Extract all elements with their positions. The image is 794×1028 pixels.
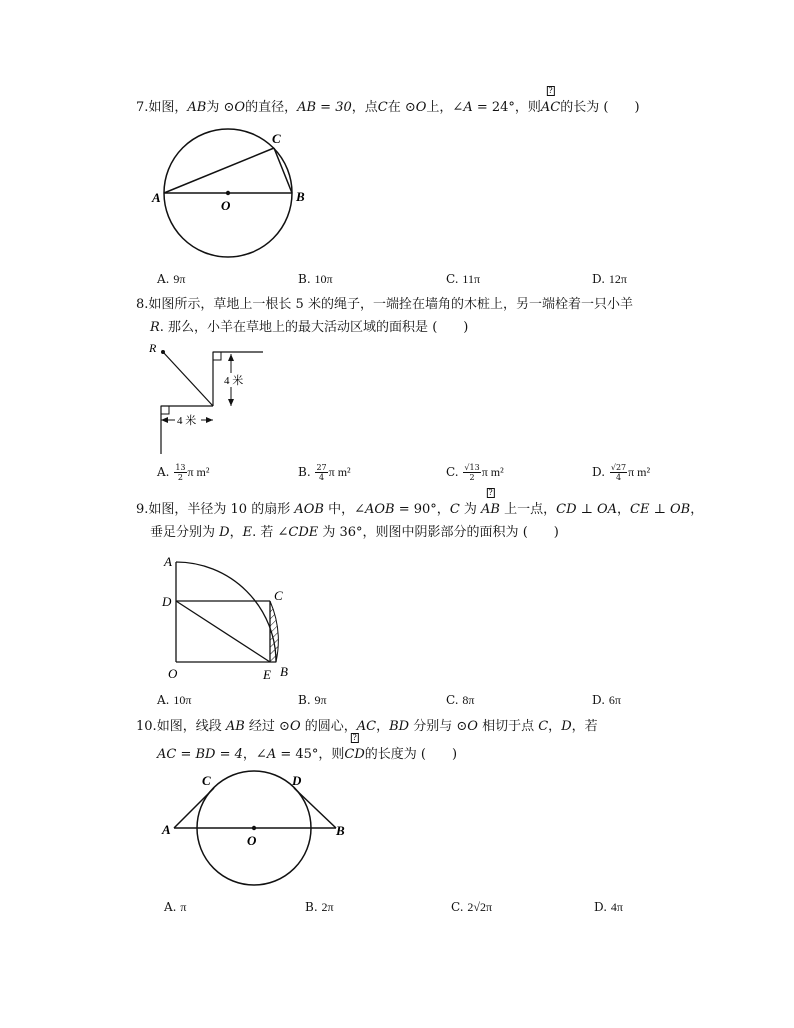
question-8-text: 8.如图所示，草地上一根长 5 米的绳子，一端拴在墙角的木桩上，另一端栓着一只小羊 (136, 297, 633, 312)
figure-q8-wall-corner (145, 340, 275, 460)
label-e: E (263, 667, 271, 682)
label-o: O (247, 833, 257, 848)
label-d: D (292, 773, 302, 788)
label-b: B (336, 823, 345, 838)
question-number: 8. (136, 297, 149, 312)
question-7-text: 7.如图，AB为 ⊙O的直径，AB = 30，点C在 ⊙O上，∠A = 24°，则 ? AC的长为 ( ) (136, 97, 640, 119)
q10-option-b[interactable]: B. 2π (305, 900, 334, 914)
label-b: B (280, 664, 288, 679)
arc-ab-symbol: ? AB (481, 488, 500, 517)
label-d: D (162, 594, 172, 609)
label-a: A (164, 554, 172, 569)
q7-option-c[interactable]: C. 11π (446, 272, 481, 286)
q8-option-d[interactable]: D. $\frac{√27}{4}$ π m² (592, 463, 651, 482)
question-number: 10. (136, 719, 157, 734)
figure-q9-sector (160, 552, 310, 687)
label-4m-horizontal: 4 米 (177, 415, 197, 427)
placeholder-icon: ? (352, 733, 357, 742)
label-4m-vertical: 4 米 (224, 375, 244, 387)
question-9-text-line2: 垂足分别为 D，E. 若 ∠CDE 为 36°，则图中阴影部分的面积为 ( ) (150, 525, 559, 540)
label-o: O (221, 198, 231, 213)
q10-option-d[interactable]: D. 4π (594, 900, 623, 914)
question-10-text-line2: AC = BD = 4，∠A = 45°，则 ? CD的长度为 ( ) (157, 744, 457, 766)
figure-q7-circle (150, 124, 320, 264)
question-9-text: 9.如图，半径为 10 的扇形 AOB 中，∠AOB = 90°，C 为 ? AB 上一点，CD ⊥ OA，CE ⊥ OB， (136, 499, 703, 521)
label-c: C (202, 773, 211, 788)
q9-option-b[interactable]: B. 9π (298, 693, 327, 707)
label-c: C (274, 588, 283, 603)
q9-option-c[interactable]: C. 8π (446, 693, 475, 707)
q7-option-b[interactable]: B. 10π (298, 272, 333, 286)
label-c: C (272, 131, 281, 146)
label-a: A (162, 822, 171, 837)
q9-option-a[interactable]: A. 10π (157, 693, 192, 707)
q8-option-a[interactable]: A. $\frac{13}{2}$ π m² (157, 463, 210, 482)
q10-option-a[interactable]: A. π (164, 900, 187, 914)
label-a: A (152, 190, 161, 205)
question-number: 7. (136, 100, 149, 115)
q8-option-b[interactable]: B. $\frac{27}{4}$ π m² (298, 463, 351, 482)
arc-cd-symbol: ? CD (344, 733, 365, 762)
q9-option-d[interactable]: D. 6π (592, 693, 621, 707)
q7-option-a[interactable]: A. 9π (157, 272, 186, 286)
question-10-text: 10.如图，线段 AB 经过 ⊙O 的圆心，AC，BD 分别与 ⊙O 相切于点 C，D，若 (136, 719, 598, 734)
label-o: O (168, 666, 178, 681)
label-r: R (149, 341, 157, 355)
question-8-text-line2: R. 那么，小羊在草地上的最大活动区域的面积是 ( ) (150, 320, 469, 335)
label-b: B (296, 189, 305, 204)
arc-ac-symbol: ? AC (540, 86, 561, 115)
q8-option-c[interactable]: C. $\frac{√13}{2}$ π m² (446, 463, 504, 482)
q10-option-c[interactable]: C. 2√2π (451, 900, 493, 914)
placeholder-icon: ? (488, 488, 493, 497)
placeholder-icon: ? (548, 86, 553, 95)
figure-q10-tangent-circle (158, 768, 358, 888)
q7-option-d[interactable]: D. 12π (592, 272, 627, 286)
question-number: 9. (136, 502, 149, 517)
